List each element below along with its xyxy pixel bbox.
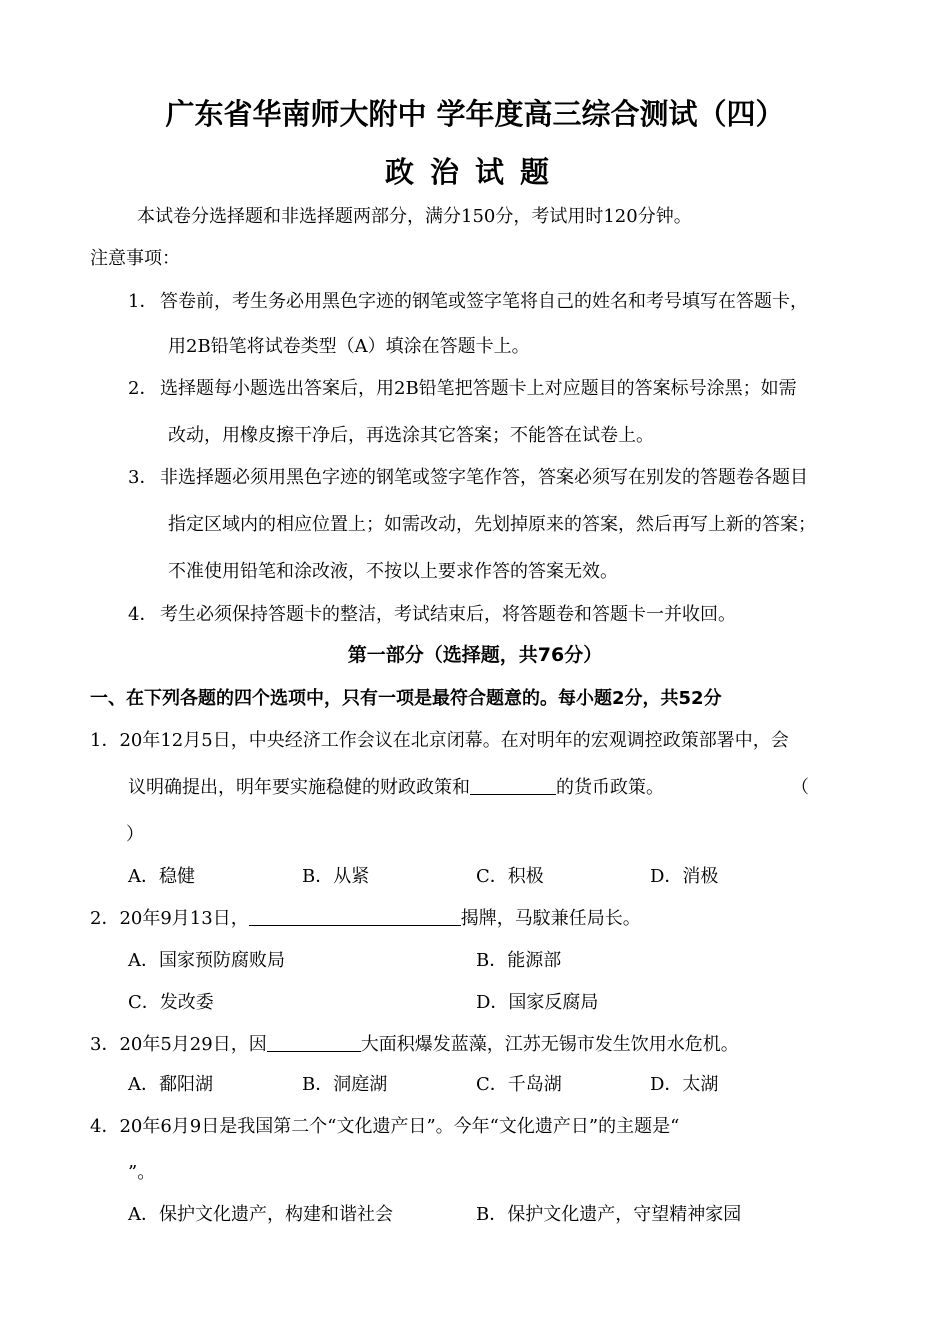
option-d: D．消极 — [650, 866, 719, 887]
note-line: 改动，用橡皮擦干净后，再选涂其它答案；不能答在试卷上。 — [168, 425, 654, 446]
option-d: D．太湖 — [650, 1074, 719, 1095]
option-b: B．能源部 — [476, 950, 562, 971]
option-b: B．保护文化遗产，守望精神家园 — [476, 1204, 742, 1225]
question-4-line2: ”。 — [128, 1162, 156, 1183]
intro-text: 本试卷分选择题和非选择题两部分，满分150分，考试用时120分钟。 — [137, 206, 692, 227]
option-a: A．稳健 — [128, 866, 195, 887]
question-3-text: 3．20年5月29日，因 — [90, 1034, 267, 1055]
question-2-stem — [90, 904, 641, 930]
page-subtitle: 政治试题 — [384, 155, 565, 189]
part-heading: 第一部分（选择题，共76分） — [347, 644, 603, 666]
answer-blank — [470, 776, 556, 795]
note-line: 答卷前，考生务必用黑色字迹的钢笔或签字笔将自己的姓名和考号填写在答题卡， — [160, 291, 808, 312]
note-line: 非选择题必须用黑色字迹的钢笔或签字笔作答，答案必须写在别发的答题卷各题目 — [160, 467, 808, 488]
answer-paren-open: （ — [791, 777, 809, 798]
option-c: C．千岛湖 — [476, 1074, 562, 1095]
question-1-line2 — [128, 773, 664, 799]
note-number: 4． — [128, 604, 158, 625]
question-1-line1: 1．20年12月5日，中央经济工作会议在北京闭幕。在对明年的宏观调控政策部署中，会 — [90, 730, 789, 751]
option-a: A．国家预防腐败局 — [128, 950, 285, 971]
question-2-text: 揭牌，马馼兼任局长。 — [460, 908, 641, 929]
answer-paren-close: ） — [126, 824, 144, 845]
answer-blank — [267, 1033, 361, 1052]
note-number: 1． — [128, 291, 158, 312]
option-b: B．洞庭湖 — [302, 1074, 388, 1095]
note-line: 用2B铅笔将试卷类型（A）填涂在答题卡上。 — [168, 336, 530, 357]
question-2-text: 2．20年9月13日， — [90, 908, 249, 929]
note-number: 2． — [128, 378, 158, 399]
option-a: A．鄱阳湖 — [128, 1074, 213, 1095]
note-line: 指定区域内的相应位置上；如需改动，先划掉原来的答案，然后再写上新的答案； — [168, 514, 816, 535]
option-c: C．发改委 — [128, 992, 214, 1013]
option-b: B．从紧 — [302, 866, 370, 887]
question-1-text: 的货币政策。 — [556, 777, 664, 798]
answer-blank — [249, 907, 461, 926]
notes-heading: 注意事项： — [90, 248, 180, 269]
option-a: A．保护文化遗产，构建和谐社会 — [128, 1204, 393, 1225]
option-d: D．国家反腐局 — [476, 992, 599, 1013]
question-3-stem — [90, 1030, 739, 1056]
note-line: 考生必须保持答题卡的整洁，考试结束后，将答题卷和答题卡一并收回。 — [160, 604, 736, 625]
note-line: 选择题每小题选出答案后，用2B铅笔把答题卡上对应题目的答案标号涂黑；如需 — [160, 378, 797, 399]
question-1-text: 议明确提出，明年要实施稳健的财政政策和 — [128, 777, 470, 798]
question-4-line1: 4．20年6月9日是我国第二个“文化遗产日”。今年“文化遗产日”的主题是“ — [90, 1116, 680, 1137]
option-c: C．积极 — [476, 866, 544, 887]
section-instruction: 一、在下列各题的四个选项中，只有一项是最符合题意的。每小题2分，共52分 — [90, 688, 722, 709]
page-title: 广东省华南师大附中 学年度高三综合测试（四） — [165, 97, 785, 131]
question-3-text: 大面积爆发蓝藻，江苏无锡市发生饮用水危机。 — [360, 1034, 739, 1055]
note-line: 不准使用铅笔和涂改液，不按以上要求作答的答案无效。 — [168, 561, 618, 582]
note-number: 3． — [128, 467, 158, 488]
